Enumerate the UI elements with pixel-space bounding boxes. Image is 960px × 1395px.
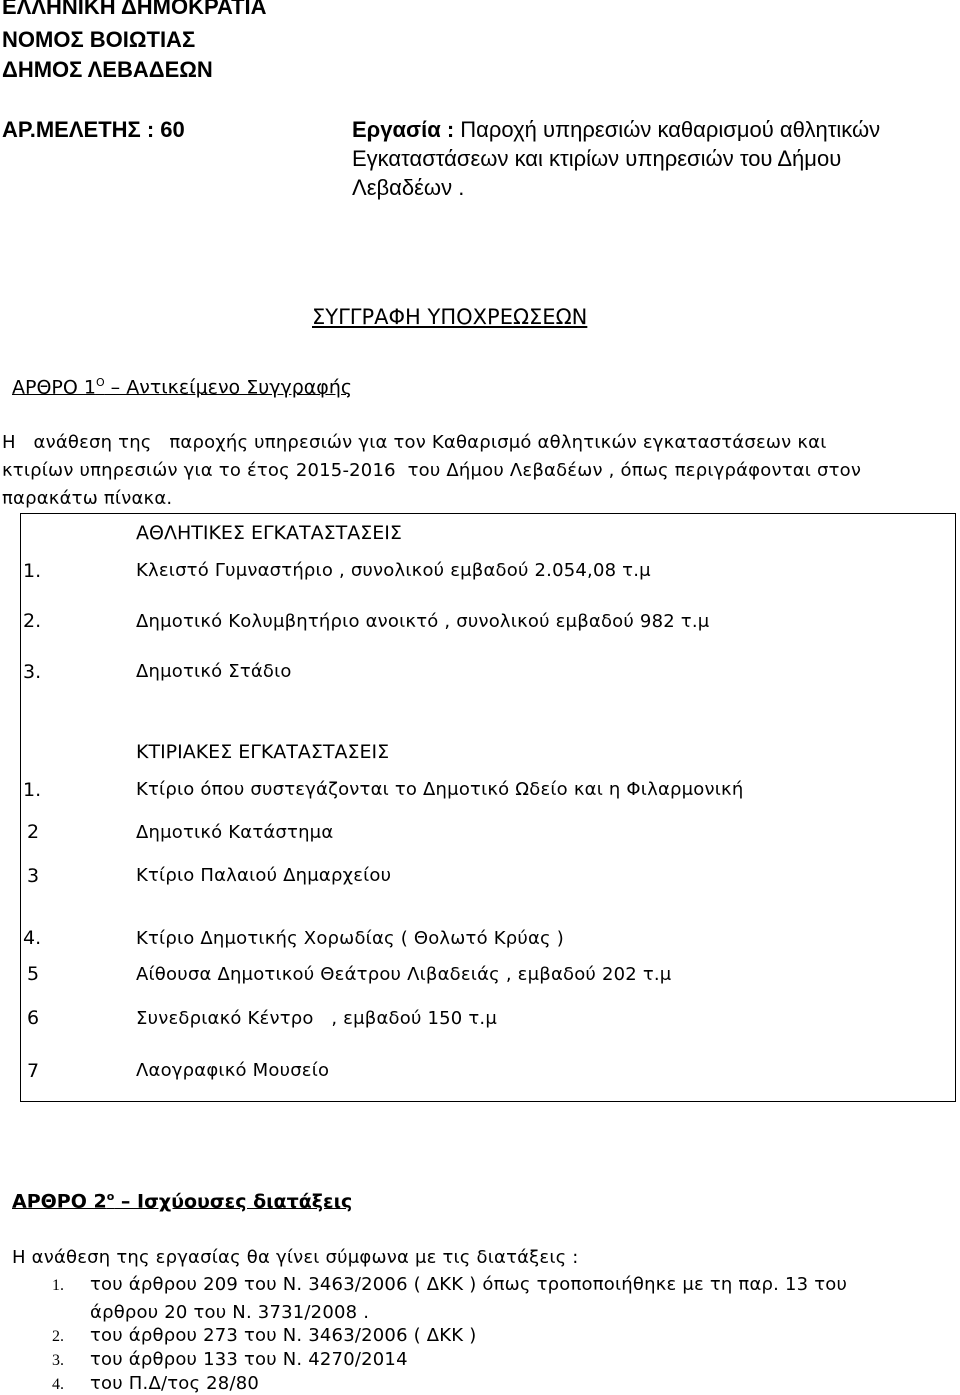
header-municipality: ΔΗΜΟΣ ΛΕΒΑΔΕΩΝ: [2, 57, 213, 82]
article-2-heading-sup: ο: [106, 1190, 115, 1203]
legal-item-num: 2.: [52, 1328, 64, 1345]
building-item-text: Λαογραφικό Μουσείο: [136, 1060, 330, 1082]
work-line-3: Λεβαδέων .: [352, 175, 465, 200]
article-2-heading-post: – Ισχύουσες διατάξεις: [114, 1190, 353, 1213]
legal-item-text: του άρθρου 209 του Ν. 3463/2006 ( ΔΚΚ ) όπως τροποποιήθηκε με τη παρ. 13 του: [90, 1274, 848, 1295]
table-row: [21, 552, 956, 590]
article-1-para-line-3: παρακάτω πίνακα.: [2, 488, 173, 509]
athletic-item-text: Κλειστό Γυμναστήριο , συνολικού εμβαδού 2.054,08 τ.μ: [136, 560, 651, 581]
legal-item-num: 1.: [52, 1277, 64, 1294]
building-item-text: Κτίριο όπου συστεγάζονται το Δημοτικό Ωδείο και η Φιλαρμονική: [136, 779, 744, 800]
building-item-text: Συνεδριακό Κέντρο , εμβαδού 150 τ.μ: [136, 1007, 497, 1029]
table-row: [21, 856, 956, 896]
article-2-heading-pre: ΑΡΘΡΟ 2: [12, 1190, 107, 1213]
table-row: [21, 1041, 956, 1102]
building-item-num: 4.: [23, 926, 42, 949]
article-1-heading: [12, 376, 352, 398]
work-description: [352, 117, 880, 143]
building-item-num: 5: [27, 963, 40, 985]
table-row: [21, 896, 956, 953]
building-item-num: 1.: [23, 778, 42, 801]
athletic-heading-row: [21, 514, 956, 552]
article-1-para-line-1: Η ανάθεση της παροχής υπηρεσιών για τον Καθαρισμό αθλητικών εγκαταστάσεων και: [2, 432, 827, 453]
header-prefecture: ΝΟΜΟΣ ΒΟΙΩΤΙΑΣ: [2, 27, 196, 52]
work-line-1: Παροχή υπηρεσιών καθαρισμού αθλητικών: [460, 117, 881, 142]
athletic-item-num: 2.: [23, 610, 42, 632]
article-1-heading-pre: ΑΡΘΡΟ 1: [12, 376, 96, 399]
athletic-item-num: 3.: [23, 660, 42, 683]
legal-item-cont: άρθρου 20 του Ν. 3731/2008 .: [90, 1302, 370, 1323]
article-1-heading-post: – Αντικείμενο Συγγραφής: [104, 376, 353, 399]
study-number: ΑΡ.ΜΕΛΕΤΗΣ : 60: [2, 117, 185, 142]
building-heading: ΚΤΙΡΙΑΚΕΣ ΕΓΚΑΤΑΣΤΑΣΕΙΣ: [136, 740, 390, 763]
table-row: [21, 653, 956, 691]
athletic-item-text: Δημοτικό Στάδιο: [136, 661, 292, 682]
athletic-item-num: 1.: [23, 559, 42, 582]
legal-item-text: του άρθρου 273 του Ν. 3463/2006 ( ΔΚΚ ): [90, 1325, 477, 1346]
article-1-para-line-2: κτιρίων υπηρεσιών για το έτος 2015-2016 του Δήμου Λεβαδέων , όπως περιγράφονται στον: [2, 460, 862, 481]
header-republic: ΕΛΛΗΝΙΚΗ ΔΗΜΟΚΡΑΤΙΑ: [2, 0, 267, 19]
building-item-num: 7: [27, 1059, 40, 1082]
article-2-intro: Η ανάθεση της εργασίας θα γίνει σύμφωνα με τις διατάξεις :: [12, 1247, 579, 1268]
article-2-heading: [12, 1190, 352, 1212]
table-row: [21, 996, 956, 1041]
document-title: ΣΥΓΓΡΑΦΗ ΥΠΟΧΡΕΩΣΕΩΝ: [312, 305, 588, 329]
building-item-text: Αίθουσα Δημοτικού Θεάτρου Λιβαδειάς , εμβαδού 202 τ.μ: [136, 963, 672, 985]
building-item-text: Δημοτικό Κατάστημα: [136, 821, 334, 843]
building-item-num: 2: [27, 821, 40, 843]
athletic-item-text: Δημοτικό Κολυμβητήριο ανοικτό , συνολικού εμβαδού 982 τ.μ: [136, 610, 710, 632]
legal-item-text: του άρθρου 133 του Ν. 4270/2014: [90, 1349, 408, 1370]
installations-table: [20, 513, 956, 1102]
building-item-text: Κτίριο Παλαιού Δημαρχείου: [136, 865, 392, 886]
building-item-num: 3: [27, 864, 40, 887]
legal-item-text: του Π.Δ/τος 28/80: [90, 1373, 260, 1394]
legal-item-num: 4.: [52, 1376, 64, 1393]
building-item-num: 6: [27, 1007, 40, 1029]
article-1-heading-sup: Ο: [95, 376, 105, 389]
table-row: [21, 809, 956, 856]
table-row: [21, 953, 956, 996]
work-label: Εργασία :: [352, 117, 455, 142]
work-line-2: Εγκαταστάσεων και κτιρίων υπηρεσιών του Δήμου: [352, 146, 842, 171]
athletic-heading: ΑΘΛΗΤΙΚΕΣ ΕΓΚΑΤΑΣΤΑΣΕΙΣ: [136, 521, 402, 544]
building-item-text: Κτίριο Δημοτικής Χορωδίας ( Θολωτό Κρύας ): [136, 927, 564, 949]
legal-item-num: 3.: [52, 1352, 64, 1369]
table-row: [21, 771, 956, 809]
building-heading-row: [21, 691, 956, 771]
table-row: [21, 590, 956, 653]
